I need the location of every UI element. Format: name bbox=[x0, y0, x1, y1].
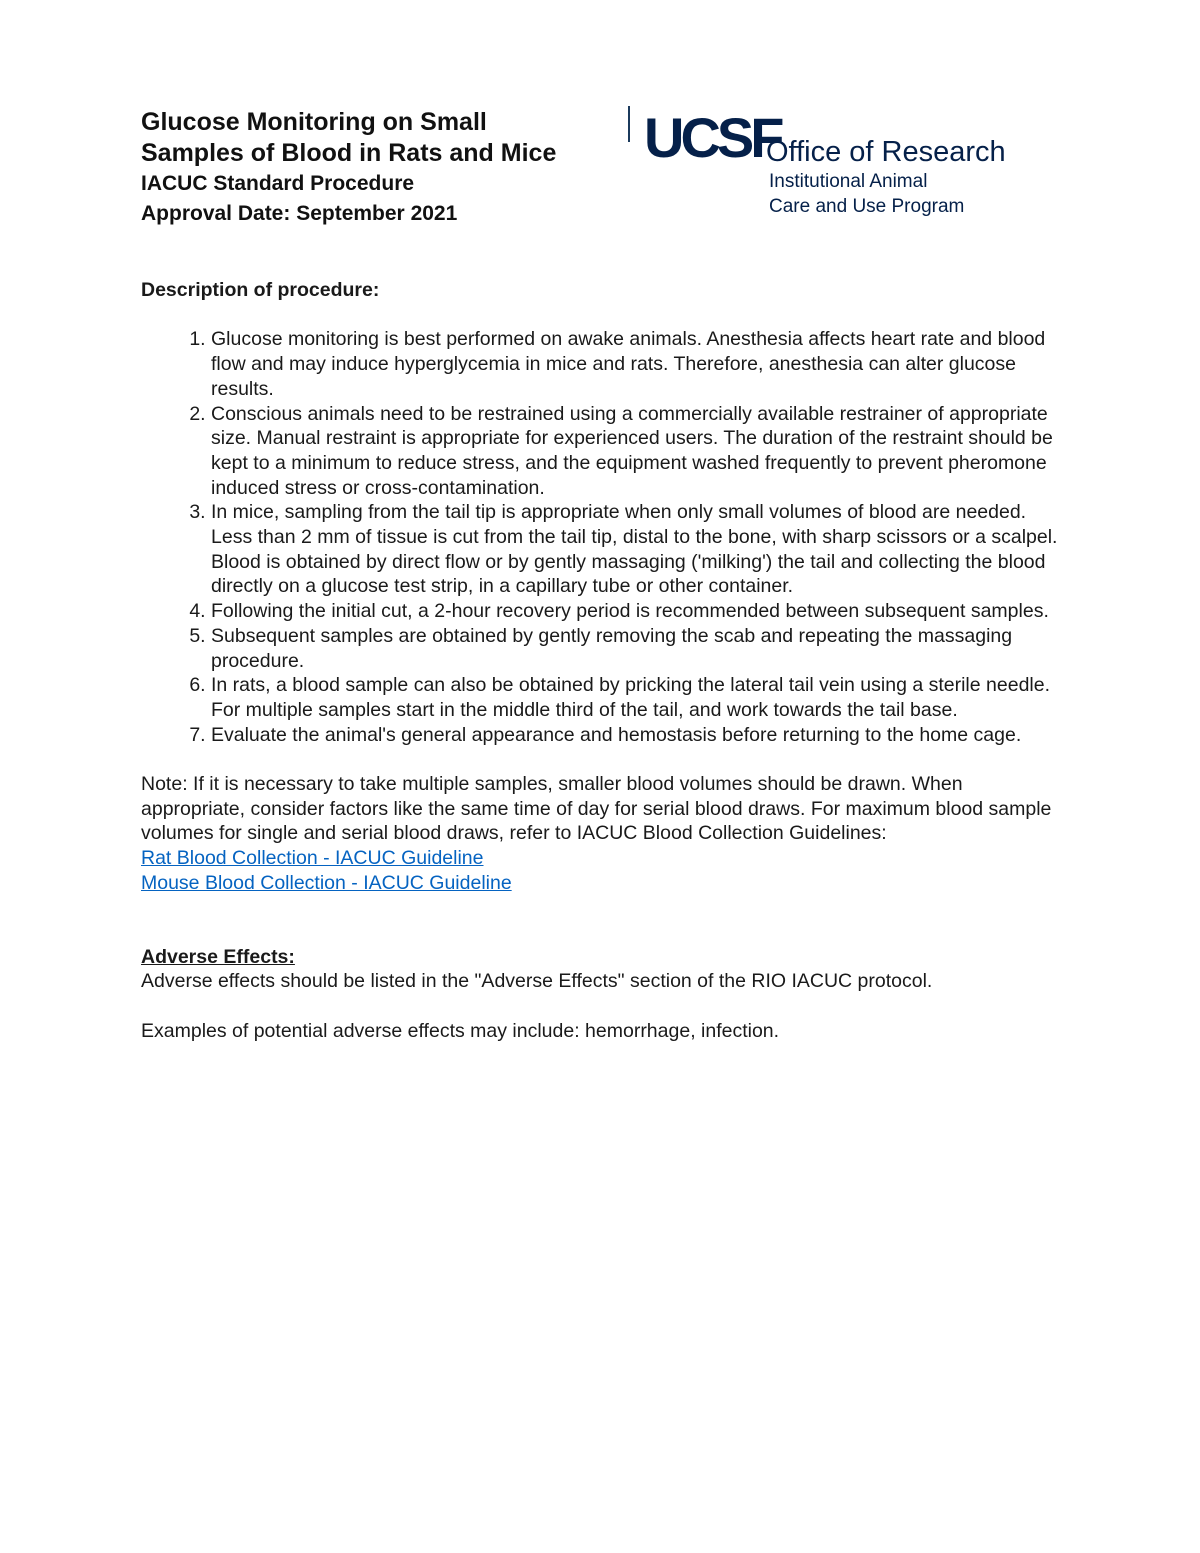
adverse-effects-examples: Examples of potential adverse effects may include: hemorrhage, infection. bbox=[141, 1019, 780, 1042]
procedure-step: 5. Subsequent samples are obtained by gently removing the scab and repeating the massaging procedure. bbox=[211, 624, 1071, 673]
adverse-effects-text: Adverse effects should be listed in the "Adverse Effects" section of the RIO IACUC protocol. bbox=[141, 970, 933, 993]
paragraph-spacer bbox=[141, 994, 1071, 1019]
document-header bbox=[141, 107, 611, 229]
note-text: Note: If it is necessary to take multiple samples, smaller blood volumes should be drawn. When appropriate, consider factors like the same time of day for serial blood draws. For maximum blood sample volumes for single and serial blood draws, refer to IACUC Blood Collection Guidelines: bbox=[141, 773, 1052, 845]
procedure-type: IACUC Standard Procedure bbox=[141, 172, 415, 195]
adverse-effects-section bbox=[141, 945, 1071, 1044]
approval-date: Approval Date: September 2021 bbox=[141, 202, 458, 225]
procedure-step: 7. Evaluate the animal's general appearance and hemostasis before returning to the home cage. bbox=[211, 723, 1071, 748]
procedure-step: 2. Conscious animals need to be restrained using a commercially available restrainer of appropriate size. Manual restraint is appropriate for experienced users. The duration of the restraint should be kept to a minimum to reduce stress, and the equipment washed frequently to prevent pheromone induced stress or cross-contamination. bbox=[211, 402, 1071, 501]
procedure-steps-list bbox=[141, 327, 1071, 747]
description-heading: Description of procedure: bbox=[141, 279, 380, 301]
procedure-step: 3. In mice, sampling from the tail tip is appropriate when only small volumes of blood are needed. Less than 2 mm of tissue is cut from the tail tip, distal to the bone, with sharp scissors or a scalpel. Blood is obtained by direct flow or by gently massaging ('milking') the tail and collecting the blood directly on a glucose test strip, in a capillary tube or other container. bbox=[211, 500, 1071, 599]
note-section bbox=[141, 772, 1071, 896]
rat-blood-collection-link[interactable]: Rat Blood Collection - IACUC Guideline bbox=[141, 847, 484, 870]
logo-program-line-1: Institutional Animal bbox=[769, 171, 928, 192]
ucsf-wordmark: UCSF bbox=[644, 106, 781, 169]
ucsf-office-of-research-logo bbox=[626, 104, 1046, 224]
document-title-line-2: Samples of Blood in Rats and Mice bbox=[141, 139, 557, 167]
logo-program-line-2: Care and Use Program bbox=[769, 196, 965, 217]
procedure-step: 1. Glucose monitoring is best performed on awake animals. Anesthesia affects heart rate and blood flow and may induce hyperglycemia in mice and rats. Therefore, anesthesia can alter glucose results. bbox=[211, 327, 1071, 401]
adverse-effects-heading: Adverse Effects: bbox=[141, 945, 295, 968]
procedure-step: 4. Following the initial cut, a 2-hour recovery period is recommended between subsequent samples. bbox=[211, 599, 1071, 624]
document-body bbox=[141, 278, 1071, 1043]
logo-divider bbox=[628, 106, 630, 142]
logo-office-name: Office of Research bbox=[766, 136, 1006, 168]
document-title-line-1: Glucose Monitoring on Small bbox=[141, 108, 487, 136]
mouse-blood-collection-link[interactable]: Mouse Blood Collection - IACUC Guideline bbox=[141, 871, 512, 894]
procedure-step: 6. In rats, a blood sample can also be obtained by pricking the lateral tail vein using a sterile needle. For multiple samples start in the middle third of the tail, and work towards the tail base. bbox=[211, 673, 1071, 722]
